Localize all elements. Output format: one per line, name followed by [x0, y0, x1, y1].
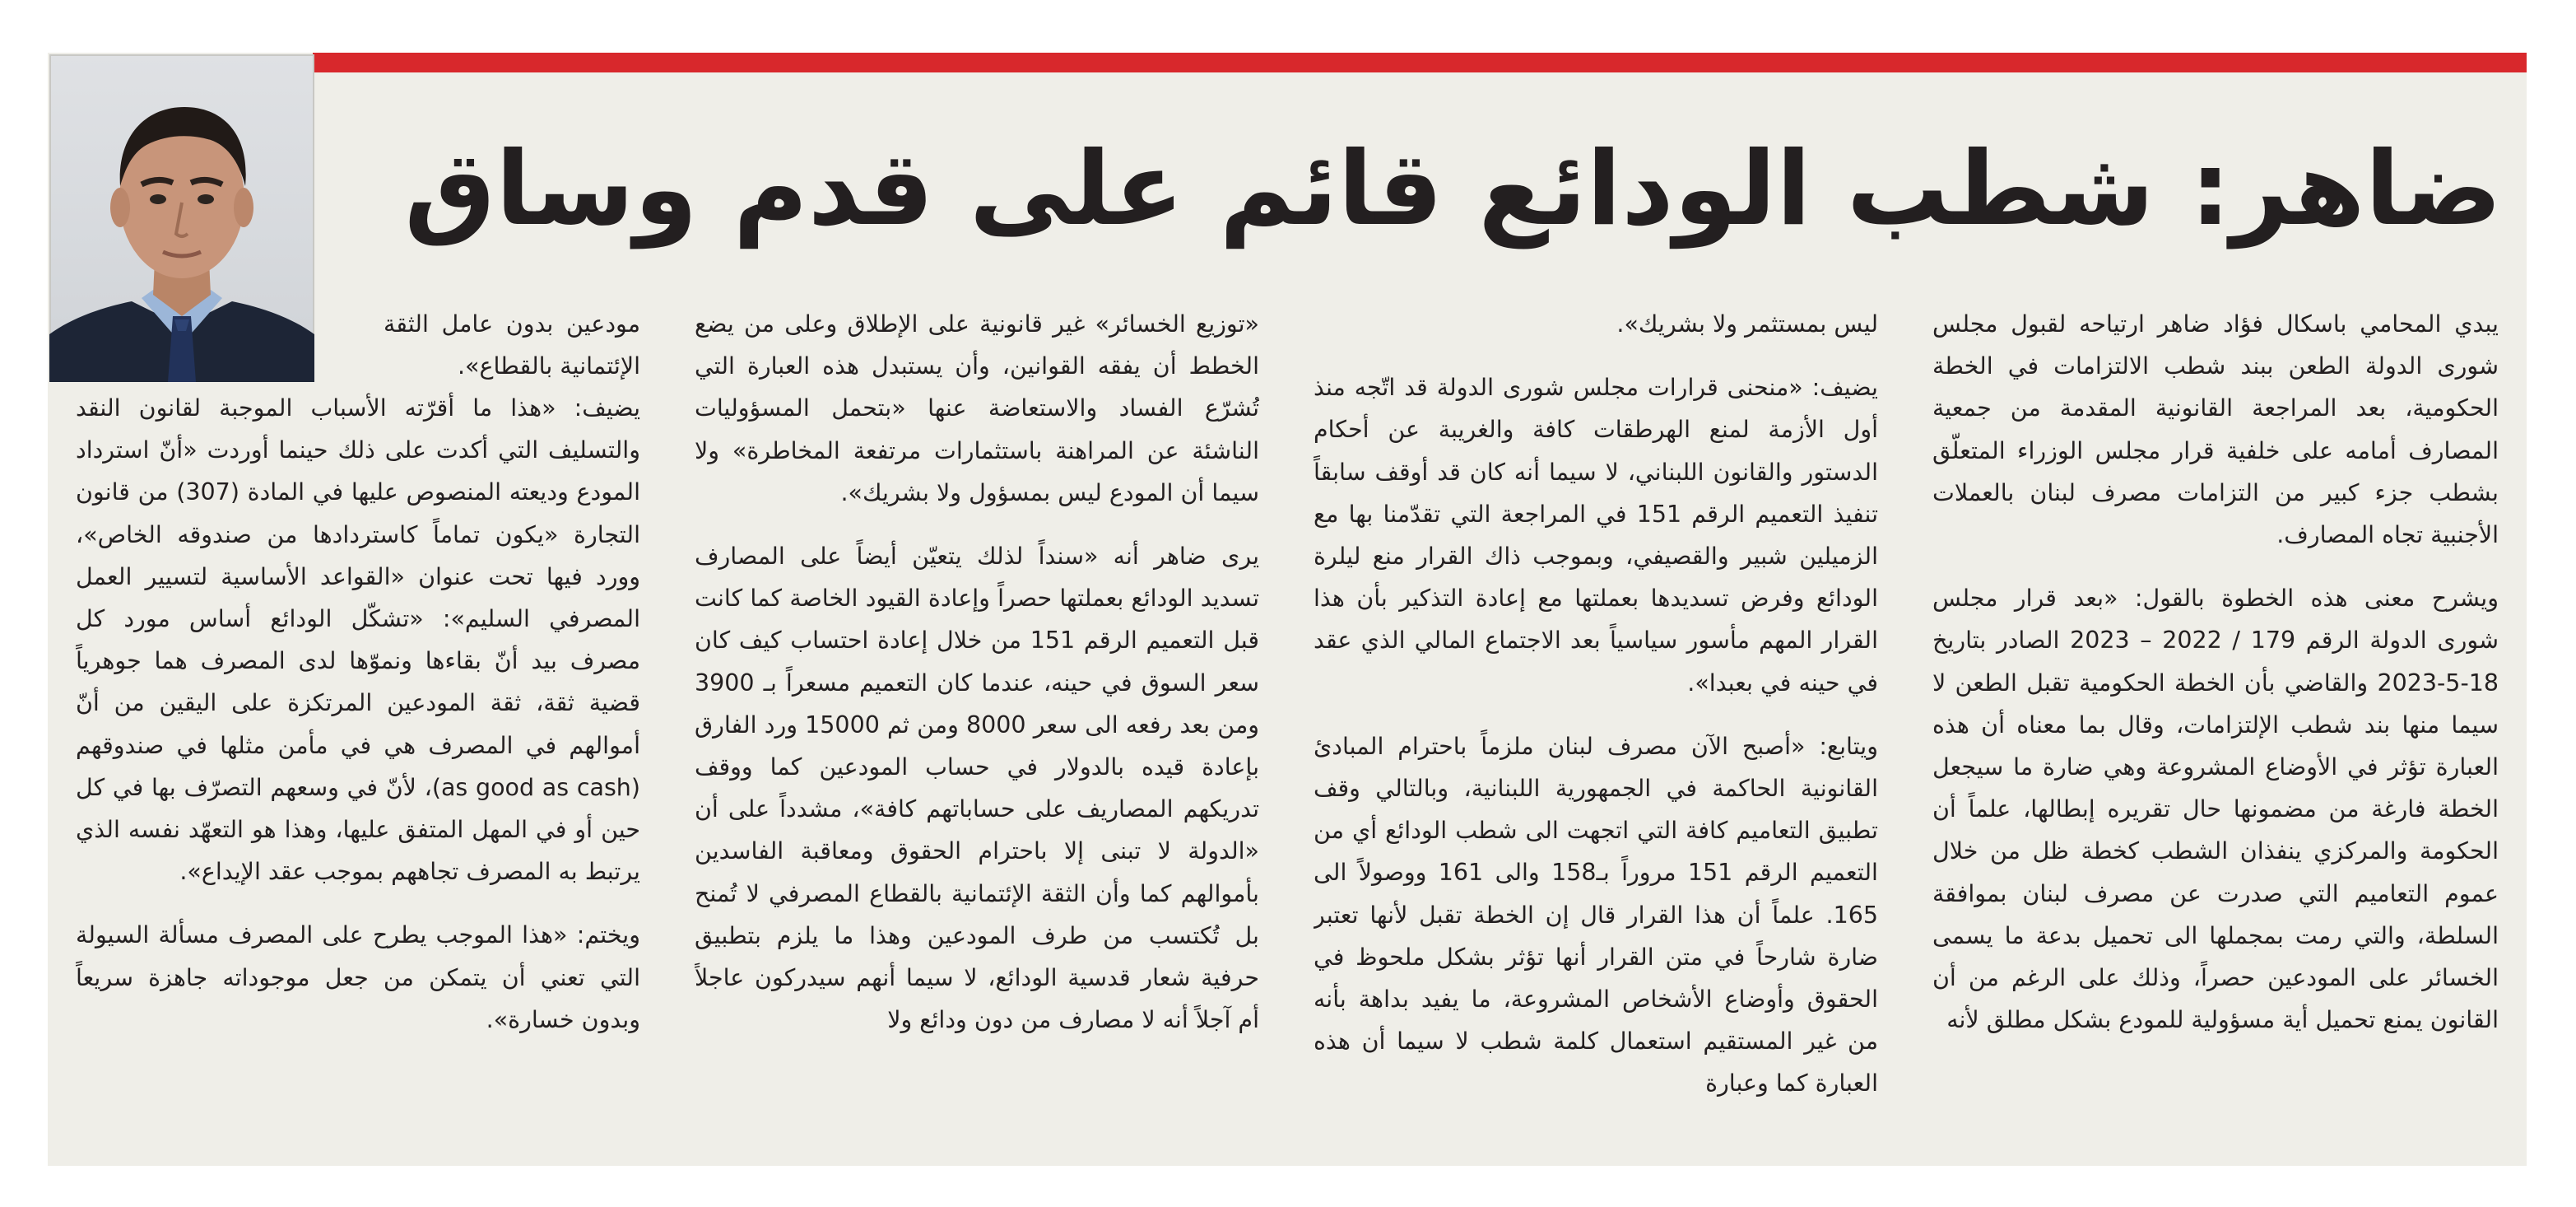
- paragraph: «توزيع الخسائر» غير قانونية على الإطلاق وعلى من يضع الخطط أن يفقه القوانين، وأن يستبدل هذه العبارة التي تُشرّع الفساد والاستعاضة عنها «بتحمل المسؤوليات الناشئة عن المراهنة باستثمارات مرتفعة المخاطرة» ولا سيما أن المودع ليس بمسؤول ولا بشريك».: [695, 310, 1259, 506]
- paragraph: يرى ضاهر أنه «سنداً لذلك يتعيّن أيضاً على المصارف تسديد الودائع بعملتها حصراً وإعادة القيود الخاصة كما كانت قبل التعميم الرقم 151 من خلال إعادة احتساب كيف كان سعر السوق في حينه، عندما كان التعميم مسعراً بـ 3900 ومن بعد رفعه الى سعر 8000 ومن ثم 15000 ورد الفارق بإعادة قيده بالدولار في حساب المودعين كما ووقف تدريكهم المصاريف على حساباتهم كافة»، مشدداً على أن «الدولة لا تبنى إلا باحترام الحقوق ومعاقبة الفاسدين بأموالهم كما وأن الثقة الإئتمانية بالقطاع المصرفي لا تُمنح بل تُكتسب من طرف المودعين وهذا ما يلزم بتطبيق حرفية شعار قدسية الودائع، لا سيما أنهم سيدركون عاجلاً أم آجلاً أنه لا مصارف من دون ودائع ولا: [695, 543, 1259, 1034]
- paragraph: ليس بمستثمر ولا بشريك».: [1616, 310, 1878, 338]
- header-accent-bar: [313, 53, 2527, 72]
- paragraph: يبدي المحامي باسكال فؤاد ضاهر ارتياحه لقبول مجلس شورى الدولة الطعن ببند شطب الالتزامات في الخطة الحكومية، بعد المراجعة القانونية المقدمة من جمعية المصارف أمامه على خلفية قرار مجلس الوزراء المتعلّق بشطب جزء كبير من التزامات مصرف لبنان بالعملات الأجنبية تجاه المصارف.: [1932, 310, 2499, 549]
- article-column-4-top: [384, 303, 640, 384]
- paragraph: ويتابع: «أصبح الآن مصرف لبنان ملزماً باحترام المبادئ القانونية الحاكمة في الجمهورية اللبنانية، وبالتالي وقف تطبيق التعاميم كافة التي اتجهت الى شطب الودائع أي من التعميم الرقم 151 مروراً بـ158 والى 161 ووصولاً الى 165. علماً أن هذا القرار قال إن الخطة تقبل لأنها تعتبر ضارة شارحاً في متن القرار أنها تؤثر بشكل ملحوظ في الحقوق وأوضاع الأشخاص المشروعة، ما يفيد بداهة بأنه من غير المستقيم استعمال كلمة شطب لا سيما أن هذه العبارة كما وعبارة: [1314, 732, 1878, 1097]
- paragraph: ويشرح معنى هذه الخطوة بالقول: «بعد قرار مجلس شورى الدولة الرقم 179 / 2022 – 2023 الصادر بتاريخ 18-5-2023 والقاضي بأن الخطة الحكومية تقبل الطعن لا سيما منها بند شطب الإلتزامات، وقال بما معناه أن هذه العبارة تؤثر في الأوضاع المشروعة وهي ضارة ما سيجعل الخطة فارغة من مضمونها حال تقريره إبطالها، علماً أن الحكومة والمركزي ينفذان الشطب كخطة ظل من خلال عموم التعاميم التي صدرت عن مصرف لبنان بموافقة السلطة، والتي رمت بمجملها الى تحميل بدعة ما يسمى الخسائر على المودعين حصراً، وذلك على الرغم من أن القانون يمنع تحميل أية مسؤولية للمودع بشكل مطلق لأنه: [1932, 585, 2499, 1034]
- article-column-2: [1314, 303, 1878, 1135]
- paragraph: ويختم: «هذا الموجب يطرح على المصرف مسألة السيولة التي تعني أن يتمكن من جعل موجوداته جاهزة سريعاً وبدون خسارة».: [76, 921, 640, 1033]
- author-photo: [49, 54, 314, 382]
- article-column-3: [695, 303, 1259, 1135]
- paragraph: يضيف: «هذا ما أقرّته الأسباب الموجبة لقانون النقد والتسليف التي أكدت على ذلك حينما أوردت «أنّ استرداد المودع وديعته المنصوص عليها في المادة (307) من قانون التجارة «يكون تماماً كاستردادها من صندوقه الخاص»، وورد فيها تحت عنوان «القواعد الأساسية لتسيير العمل المصرفي السليم»: «تشكّل الودائع أساس مورد كل مصرف بيد أنّ بقاءها ونموّها لدى المصرف هما جوهرياً قضية ثقة، ثقة المودعين المرتكزة على اليقين من أنّ أموالهم في المصرف هي في مأمن مثلها في صندوقهم (as good as cash)، لأنّ في وسعهم التصرّف بها في كل حين أو في المهل المتفق عليها، وهذا هو التعهّد نفسه الذي يرتبط به المصرف تجاههم بموجب عقد الإيداع».: [76, 394, 640, 886]
- article-column-4: [76, 387, 640, 1136]
- paragraph: يضيف: «منحنى قرارات مجلس شورى الدولة قد اتّجه منذ أول الأزمة لمنع الهرطقات كافة والغريبة عن أحكام الدستور والقانون اللبناني، لا سيما أنه كان قد أوقف سابقاً تنفيذ التعميم الرقم 151 في المراجعة التي تقدّمنا بها مع الزميلين شبير والقصيفي، وبموجب ذاك القرار منع ليلرة الودائع وفرض تسديدها بعملتها مع إعادة التذكير بأن هذا القرار المهم مأسور سياسياً بعد الاجتماع المالي الذي عقد في حينه في بعبدا».: [1314, 374, 1878, 697]
- article-column-1: [1932, 303, 2499, 1135]
- paragraph: مودعين بدون عامل الثقة الإئتمانية بالقطاع».: [384, 310, 640, 380]
- article-headline: ضاهر: شطب الودائع قائم على قدم وساق: [404, 130, 2502, 249]
- portrait-illustration: [49, 54, 314, 382]
